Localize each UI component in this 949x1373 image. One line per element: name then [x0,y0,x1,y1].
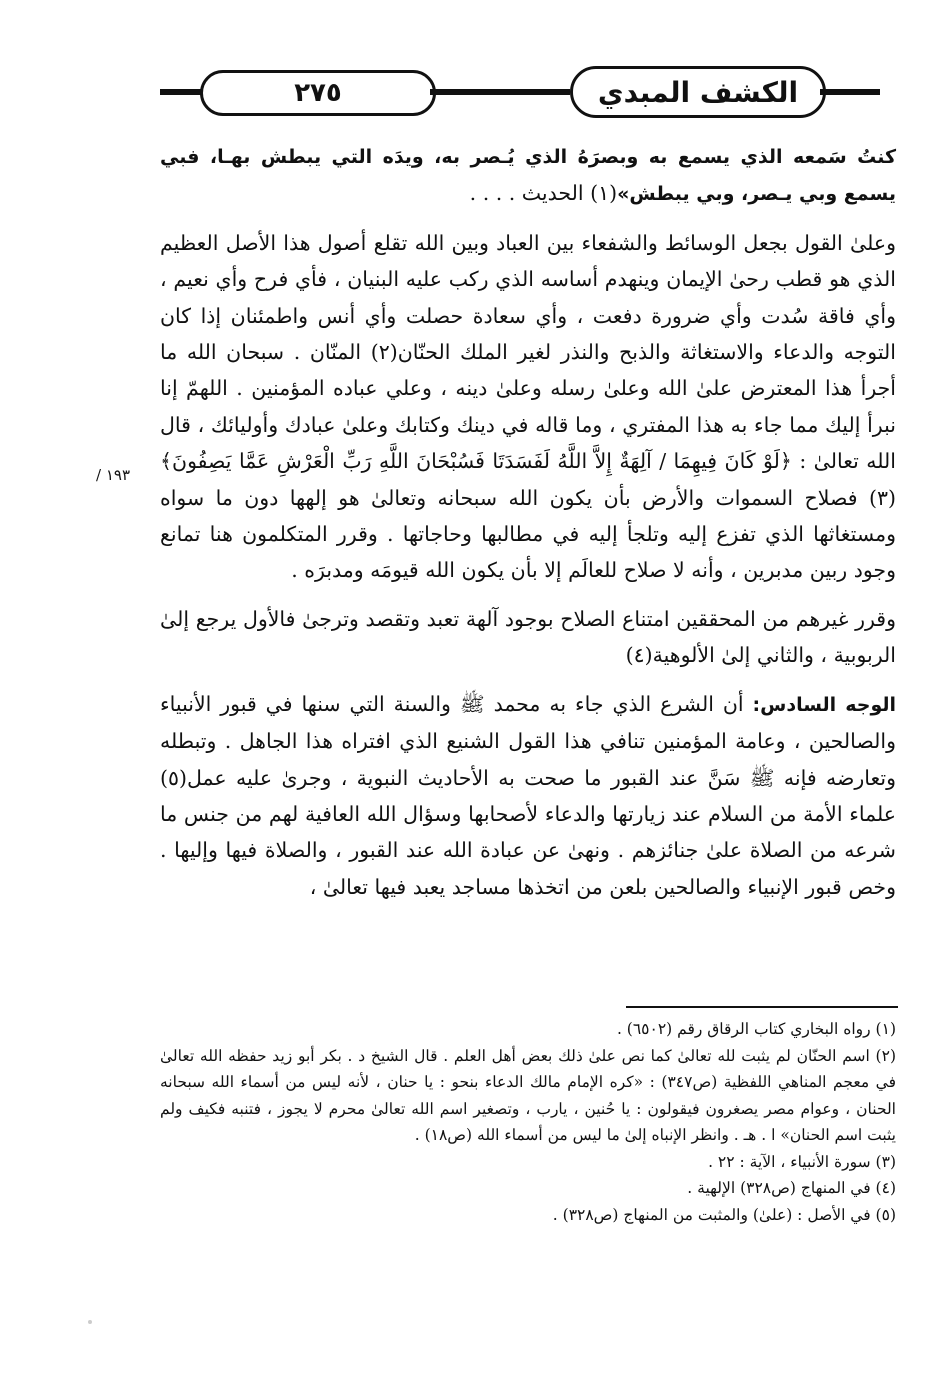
section-text: أن الشرع الذي جاء به محمد ﷺ والسنة التي سنها في قبور الأنبياء والصالحين ، وعامة المؤمنين تنافي هذا القول الشنيع الذي افتراه هذا الجاهل . وتبطله وتعارضه فإنه ﷺ سَنَّ عند القبور ما صحت به الأحاديث النبوية ، وجرىٰ عليه عمل(٥) علماء الأمة من السلام عند زيارتها والدعاء لأصحابها وسؤال الله العافية لهم من جنس ما شرعه من الصلاة علىٰ جنائزهم . ونهىٰ عن عبادة الله عند القبور ، والصلاة فيها وإليها . وخص قبور الإنبياء والصالحين بلعن من اتخذها مساجد يعبد فيها تعالىٰ ، [160,691,896,899]
header-rule-middle [430,89,570,95]
footnote-2: (٢) اسم الحنّان لم يثبت لله تعالىٰ كما نص علىٰ ذلك بعض أهل العلم . قال الشيخ د . بكر أبو زيد حفظه الله تعالىٰ في معجم المناهي اللفظية (ص٣٤٧) : «كره الإمام مالك الدعاء بنحو : يا حنان ، لأنه ليس من أسماء الله سبحانه الحنان ، وعوام مصر يصغرون فيقولون : يا حُنين ، يارب ، وتصغير اسم الله تعالىٰ محرم لا يجوز ، فتنبه فكيف ولم يثبت اسم الحنان» ا . هـ . وانظر الإنباه إلىٰ ما ليس من أسماء الله (ص١٨) . [160,1046,896,1144]
paragraph-2: وعلىٰ القول بجعل الوسائط والشفعاء بين العباد وبين الله تقلع أصول هذا الأصل العظيم الذي هو قطب رحىٰ الإيمان وينهدم أساسه الذي ركب عليه البنيان ، فأي فرح وأي نعيم ، وأي فاقة سُدت وأي ضرورة دفعت ، وأي سعادة حصلت وأي أنس واطمئنان إذا كان التوجه والدعاء والاستغاثة والذبح والنذر لغير الملك الحنّان(٢) المنّان . سبحان الله ما أجرأ هذا المعترض علىٰ الله وعلىٰ رسله وعلىٰ دينه ، وعلي عباده المؤمنين . اللهمّ إنا نبرأ إليك مما جاء به هذا المفتري ، وما قاله في دينك وكتابك وعلىٰ عبادك وأوليائك ، قال الله تعالىٰ : ﴿لَوْ كَانَ فِيهِمَا / آلِهَةٌ إِلاَّ اللَّهُ لَفَسَدَتَا فَسُبْحَانَ اللَّهِ رَبِّ الْعَرْشِ عَمَّا يَصِفُونَ﴾(٣) فصلاح السموات والأرض بأن يكون الله سبحانه وتعالىٰ هو إلهها دون ما سواه ومستغاثها الذي تفزع إليه وتلجأ إليه في مطالبها وحاجاتها . وقرر المتكلمون هنا تمانع وجود ربين مدبرين ، وأنه لا صلاح للعالَم إلا بأن يكون الله قيومَه ومدبرَه . [160,230,896,583]
paragraph-1 [160,138,896,213]
book-title-frame [570,66,826,118]
paper-speck [88,1320,92,1324]
footnote-3: (٣) سورة الأنبياء ، الآية : ٢٢ . [708,1152,896,1171]
page-header [160,62,880,122]
manuscript-folio-marker: ١٩٣ / [96,466,130,484]
hadith-quote: كنتُ سَمعه الذي يسمع به وبصرَهُ الذي يُـصر به، ويدَه التي يبطش بهـا، فبي يسمع وبي يـصر، وبي يبطش» [160,146,896,206]
footnote-divider [626,1006,898,1008]
page-number-frame [200,70,436,116]
header-rule-right [820,89,880,95]
page-number: ٢٧٥ [294,78,342,108]
paragraph-3: وقرر غيرهم من المحققين امتناع الصلاح بوجود آلهة تعبد وتقصد وترجىٰ فالأول يرجع إلىٰ الربوبية ، والثاني إلىٰ الألوهية(٤) [160,606,896,668]
section-heading: الوجه السادس: [752,693,897,716]
footnote-1: (١) رواه البخاري كتاب الرقاق رقم (٦٥٠٢) . [616,1020,896,1038]
hadith-tail: (١) الحديث . . . . [469,181,618,206]
main-text [160,138,896,905]
book-title: الكشف المبدي [597,75,799,109]
paragraph-4 [160,686,896,905]
footnotes [160,1016,896,1228]
footnote-4: (٤) في المنهاج (ص٣٢٨) الإلهية . [687,1179,896,1197]
footnote-5: (٥) في الأصل : (علىٰ) والمثبت من المنهاج (ص٣٢٨) . [552,1205,896,1224]
